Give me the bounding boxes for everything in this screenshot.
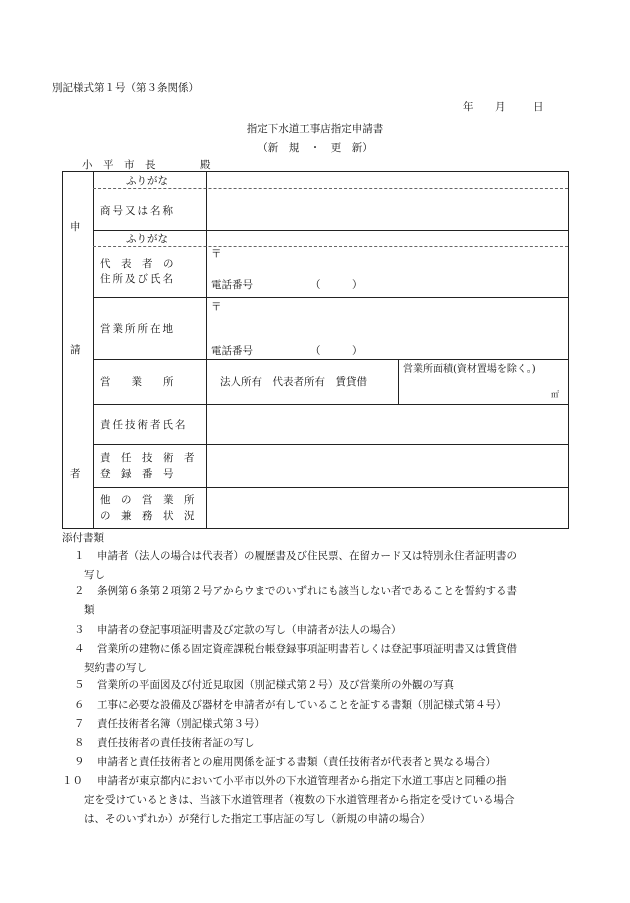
attachment-number: ７ — [74, 718, 85, 730]
attachment-text: 営業所の建物に係る固定資産課税台帳登録事項証明書若しくは登記事項証明書又は賃貸借 — [97, 643, 517, 655]
attachment-item — [62, 641, 562, 679]
attachment-text: 責任技術者名簿（別記様式第３号） — [97, 718, 265, 730]
office-label: 営 業 所 — [100, 376, 174, 388]
attachment-item — [62, 716, 562, 735]
date-month: 月 — [495, 101, 506, 113]
form-title: 指定下水道工事店指定申請書 — [246, 123, 384, 135]
attachment-text: 申請者が東京都内において小平市以外の下水道管理者から指定下水道工事店と同種の指 — [97, 775, 507, 787]
attachment-text: 契約書の写し — [84, 662, 147, 674]
other-office-label-line1: 他 の 営 業 所 — [100, 494, 195, 506]
attachment-text: 責任技術者の責任技術者証の写し — [97, 737, 255, 749]
trade-name-field[interactable] — [207, 188, 568, 230]
office-area-label: 営業所面積(資材置場を除く。) — [403, 364, 536, 375]
attachment-item — [62, 754, 562, 773]
postal-mark-rep: 〒 — [211, 248, 222, 260]
attachment-number: ８ — [74, 737, 85, 749]
attachment-text: 定を受けているときは、当該下水道管理者（複数の下水道管理者から指定を受けている場合 — [84, 794, 515, 806]
applicant-label-2: 請 — [70, 344, 81, 356]
engineer-name-label: 責任技術者氏名 — [100, 419, 188, 431]
trade-name-label: 商号又は名称 — [100, 205, 175, 217]
furigana-label-2: ふりがな — [126, 233, 168, 245]
attachment-item — [62, 583, 562, 621]
representative-label-line1: 代 表 者 の — [100, 258, 174, 270]
other-office-label-line2: の 兼 務 状 況 — [100, 510, 195, 522]
attachment-text: 工事に必要な設備及び器材を申請者が有していることを証する書類（別記様式第４号） — [97, 699, 507, 711]
applicant-label-3: 者 — [70, 468, 81, 480]
attachment-item — [62, 735, 562, 754]
attachment-number: １０ — [62, 775, 83, 787]
attachment-item — [62, 697, 562, 716]
date-day: 日 — [533, 101, 544, 113]
engineer-registration-label-line1: 責 任 技 術 者 — [100, 452, 195, 464]
attachment-text: 申請者（法人の場合は代表者）の履歴書及び住民票、在留カード又は特別永住者証明書の — [97, 550, 517, 562]
phone-label-rep: 電話番号 — [211, 279, 253, 291]
addressee: 小 平 市 長 — [82, 159, 156, 171]
attachment-text: 申請者の登記事項証明書及び定款の写し（申請者が法人の場合） — [97, 624, 402, 636]
attachment-text: 類 — [84, 604, 95, 616]
attachment-text: 条例第６条第２項第２号アからウまでのいずれにも該当しない者であることを誓約する書 — [97, 585, 517, 597]
phone-parens-rep[interactable]: （ ） — [310, 279, 363, 291]
representative-label-line2: 住所及び氏名 — [100, 273, 175, 285]
attachment-text: 写し — [84, 569, 105, 581]
applicant-label-1: 申 — [70, 221, 81, 233]
attachment-item — [62, 677, 562, 696]
postal-mark-office: 〒 — [211, 301, 222, 313]
attachment-item — [62, 622, 562, 641]
attachment-text: 営業所の平面図及び付近見取図（別記様式第２号）及び営業所の外観の写真 — [97, 679, 454, 691]
attachment-number: １ — [74, 550, 85, 562]
attachment-number: ２ — [74, 585, 85, 597]
attachment-number: ３ — [74, 624, 85, 636]
date-year: 年 — [463, 101, 474, 113]
form-subtitle: （新 規 ・ 更 新） — [257, 142, 373, 154]
honorific: 殿 — [200, 159, 211, 171]
attachment-number: ９ — [74, 756, 85, 768]
attachment-text: は、そのいずれか）が発行した指定工事店証の写し（新規の申請の場合） — [84, 813, 431, 825]
attachment-text: 申請者と責任技術者との雇用関係を証する書類（責任技術者が代表者と異なる場合） — [97, 756, 496, 768]
attachment-number: ６ — [74, 699, 85, 711]
form-number: 別記様式第１号（第３条関係） — [52, 82, 199, 94]
attachment-number: ４ — [74, 643, 85, 655]
attachment-number: ５ — [74, 679, 85, 691]
furigana-label-1: ふりがな — [126, 175, 168, 187]
engineer-registration-label-line2: 登 録 番 号 — [100, 468, 174, 480]
ownership-options[interactable]: 法人所有 代表者所有 賃貸借 — [220, 376, 367, 388]
area-unit: ㎡ — [551, 390, 559, 399]
phone-label-office: 電話番号 — [211, 345, 253, 357]
attachments-heading: 添付書類 — [62, 532, 104, 544]
attachment-item — [62, 773, 562, 830]
phone-parens-office[interactable]: （ ） — [310, 345, 363, 357]
attachment-item — [62, 548, 562, 586]
office-address-label: 営業所所在地 — [100, 323, 175, 335]
